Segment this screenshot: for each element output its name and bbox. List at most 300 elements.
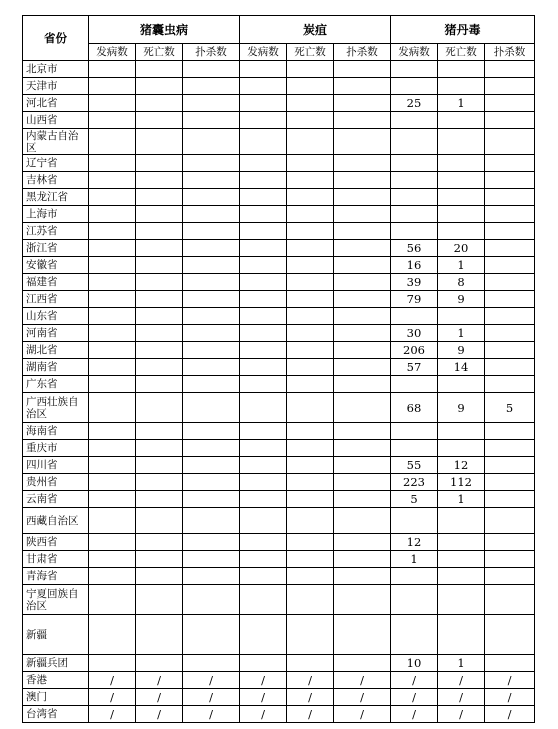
value-cell xyxy=(240,112,287,129)
value-cell xyxy=(136,78,183,95)
value-cell xyxy=(89,223,136,240)
value-cell: 16 xyxy=(391,257,438,274)
value-cell xyxy=(89,274,136,291)
sub-header-culled: 扑杀数 xyxy=(183,44,240,61)
value-cell xyxy=(136,325,183,342)
province-cell: 台湾省 xyxy=(23,706,89,723)
value-cell xyxy=(485,615,535,655)
value-cell xyxy=(334,474,391,491)
province-cell: 安徽省 xyxy=(23,257,89,274)
value-cell xyxy=(391,189,438,206)
value-cell xyxy=(438,189,485,206)
value-cell xyxy=(287,491,334,508)
value-cell xyxy=(287,155,334,172)
value-cell xyxy=(183,189,240,206)
value-cell: 25 xyxy=(391,95,438,112)
table-row xyxy=(23,474,535,491)
value-cell xyxy=(485,376,535,393)
value-cell xyxy=(240,240,287,257)
table-row xyxy=(23,257,535,274)
value-cell xyxy=(391,308,438,325)
value-cell xyxy=(183,291,240,308)
value-cell xyxy=(334,78,391,95)
province-cell: 青海省 xyxy=(23,568,89,585)
value-cell xyxy=(287,508,334,534)
table-row xyxy=(23,672,535,689)
province-cell: 黑龙江省 xyxy=(23,189,89,206)
value-cell: / xyxy=(287,689,334,706)
value-cell xyxy=(183,359,240,376)
table-row xyxy=(23,112,535,129)
value-cell xyxy=(136,95,183,112)
value-cell xyxy=(391,585,438,615)
value-cell xyxy=(240,61,287,78)
value-cell xyxy=(183,393,240,423)
value-cell: / xyxy=(391,689,438,706)
value-cell xyxy=(287,474,334,491)
table-row xyxy=(23,206,535,223)
value-cell xyxy=(438,508,485,534)
sub-header-deaths: 死亡数 xyxy=(287,44,334,61)
value-cell: / xyxy=(183,706,240,723)
value-cell xyxy=(183,172,240,189)
value-cell xyxy=(438,551,485,568)
value-cell xyxy=(438,172,485,189)
value-cell xyxy=(485,423,535,440)
value-cell xyxy=(240,423,287,440)
table-row xyxy=(23,376,535,393)
value-cell xyxy=(183,206,240,223)
value-cell xyxy=(287,223,334,240)
value-cell xyxy=(136,172,183,189)
value-cell xyxy=(391,423,438,440)
value-cell: 206 xyxy=(391,342,438,359)
value-cell xyxy=(391,508,438,534)
value-cell xyxy=(89,393,136,423)
table-row xyxy=(23,129,535,155)
value-cell: / xyxy=(334,689,391,706)
table-row xyxy=(23,240,535,257)
table-row xyxy=(23,78,535,95)
value-cell xyxy=(334,393,391,423)
value-cell: 223 xyxy=(391,474,438,491)
province-cell: 四川省 xyxy=(23,457,89,474)
value-cell xyxy=(183,61,240,78)
value-cell xyxy=(485,440,535,457)
value-cell: / xyxy=(287,706,334,723)
value-cell xyxy=(136,534,183,551)
value-cell xyxy=(89,257,136,274)
value-cell xyxy=(334,325,391,342)
value-cell: 30 xyxy=(391,325,438,342)
province-cell: 山西省 xyxy=(23,112,89,129)
value-cell xyxy=(485,274,535,291)
value-cell xyxy=(287,325,334,342)
value-cell xyxy=(240,585,287,615)
value-cell xyxy=(136,189,183,206)
table-row xyxy=(23,172,535,189)
value-cell xyxy=(183,440,240,457)
value-cell xyxy=(240,440,287,457)
value-cell: 5 xyxy=(485,393,535,423)
value-cell xyxy=(391,615,438,655)
value-cell xyxy=(183,78,240,95)
value-cell xyxy=(240,508,287,534)
value-cell xyxy=(183,376,240,393)
value-cell xyxy=(240,393,287,423)
value-cell xyxy=(438,129,485,155)
value-cell: 56 xyxy=(391,240,438,257)
value-cell xyxy=(287,615,334,655)
value-cell: 14 xyxy=(438,359,485,376)
table-row xyxy=(23,325,535,342)
value-cell xyxy=(438,308,485,325)
value-cell xyxy=(334,655,391,672)
province-cell: 浙江省 xyxy=(23,240,89,257)
value-cell xyxy=(136,223,183,240)
value-cell xyxy=(240,534,287,551)
value-cell: / xyxy=(183,689,240,706)
value-cell xyxy=(485,568,535,585)
value-cell: 5 xyxy=(391,491,438,508)
value-cell: / xyxy=(183,672,240,689)
value-cell xyxy=(334,206,391,223)
value-cell xyxy=(240,359,287,376)
value-cell xyxy=(287,172,334,189)
value-cell xyxy=(89,534,136,551)
value-cell xyxy=(485,551,535,568)
value-cell xyxy=(287,206,334,223)
value-cell xyxy=(240,223,287,240)
value-cell: / xyxy=(240,672,287,689)
table-row xyxy=(23,423,535,440)
value-cell xyxy=(287,376,334,393)
value-cell xyxy=(183,655,240,672)
value-cell xyxy=(183,112,240,129)
value-cell xyxy=(240,551,287,568)
value-cell: 1 xyxy=(438,95,485,112)
value-cell xyxy=(183,491,240,508)
value-cell xyxy=(287,585,334,615)
value-cell xyxy=(391,172,438,189)
table-row xyxy=(23,457,535,474)
value-cell xyxy=(240,129,287,155)
table-row xyxy=(23,585,535,615)
sub-header-cases: 发病数 xyxy=(240,44,287,61)
table-row xyxy=(23,568,535,585)
table-row xyxy=(23,551,535,568)
value-cell: 20 xyxy=(438,240,485,257)
value-cell: 79 xyxy=(391,291,438,308)
value-cell xyxy=(183,585,240,615)
table-row xyxy=(23,393,535,423)
value-cell xyxy=(334,61,391,78)
value-cell xyxy=(89,78,136,95)
province-cell: 宁夏回族自治区 xyxy=(23,585,89,615)
value-cell xyxy=(287,655,334,672)
value-cell xyxy=(485,78,535,95)
value-cell xyxy=(240,155,287,172)
value-cell xyxy=(136,440,183,457)
value-cell xyxy=(438,78,485,95)
value-cell xyxy=(136,457,183,474)
group-header-erysipelas: 猪丹毒 xyxy=(391,16,535,44)
province-cell: 新疆兵团 xyxy=(23,655,89,672)
value-cell xyxy=(136,423,183,440)
value-cell: / xyxy=(89,672,136,689)
table-row xyxy=(23,359,535,376)
value-cell: / xyxy=(391,672,438,689)
value-cell xyxy=(89,112,136,129)
value-cell xyxy=(89,189,136,206)
value-cell xyxy=(136,474,183,491)
province-cell: 山东省 xyxy=(23,308,89,325)
value-cell xyxy=(183,155,240,172)
value-cell xyxy=(136,206,183,223)
province-cell: 贵州省 xyxy=(23,474,89,491)
province-cell: 广西壮族自治区 xyxy=(23,393,89,423)
value-cell xyxy=(183,474,240,491)
table-row xyxy=(23,534,535,551)
table-row xyxy=(23,95,535,112)
value-cell xyxy=(240,206,287,223)
table-row xyxy=(23,223,535,240)
sub-header-deaths: 死亡数 xyxy=(438,44,485,61)
table-row xyxy=(23,655,535,672)
value-cell: / xyxy=(334,706,391,723)
table-row xyxy=(23,689,535,706)
value-cell xyxy=(240,189,287,206)
table-row xyxy=(23,291,535,308)
province-cell: 福建省 xyxy=(23,274,89,291)
province-cell: 河南省 xyxy=(23,325,89,342)
value-cell xyxy=(89,155,136,172)
value-cell xyxy=(89,457,136,474)
value-cell xyxy=(438,61,485,78)
value-cell xyxy=(136,359,183,376)
value-cell xyxy=(485,240,535,257)
province-cell: 江西省 xyxy=(23,291,89,308)
table-row xyxy=(23,491,535,508)
value-cell: 8 xyxy=(438,274,485,291)
value-cell xyxy=(136,112,183,129)
value-cell: / xyxy=(240,689,287,706)
value-cell: / xyxy=(391,706,438,723)
value-cell xyxy=(485,155,535,172)
value-cell xyxy=(89,359,136,376)
province-cell: 天津市 xyxy=(23,78,89,95)
value-cell xyxy=(183,257,240,274)
value-cell: / xyxy=(136,672,183,689)
value-cell xyxy=(438,206,485,223)
value-cell xyxy=(89,615,136,655)
value-cell xyxy=(334,155,391,172)
value-cell: 9 xyxy=(438,342,485,359)
value-cell xyxy=(287,240,334,257)
value-cell xyxy=(89,308,136,325)
value-cell xyxy=(334,491,391,508)
value-cell xyxy=(287,189,334,206)
value-cell: / xyxy=(89,689,136,706)
sub-header-culled: 扑杀数 xyxy=(334,44,391,61)
value-cell xyxy=(136,308,183,325)
table-row xyxy=(23,440,535,457)
table-row xyxy=(23,274,535,291)
value-cell xyxy=(287,308,334,325)
table-row xyxy=(23,61,535,78)
province-cell: 北京市 xyxy=(23,61,89,78)
value-cell xyxy=(183,508,240,534)
value-cell xyxy=(89,61,136,78)
value-cell xyxy=(334,291,391,308)
table-row xyxy=(23,615,535,655)
province-cell: 重庆市 xyxy=(23,440,89,457)
province-cell: 湖北省 xyxy=(23,342,89,359)
value-cell xyxy=(391,440,438,457)
value-cell xyxy=(287,568,334,585)
value-cell xyxy=(89,474,136,491)
value-cell xyxy=(136,376,183,393)
value-cell xyxy=(485,189,535,206)
value-cell xyxy=(136,508,183,534)
value-cell xyxy=(438,615,485,655)
value-cell: / xyxy=(89,706,136,723)
value-cell xyxy=(240,655,287,672)
value-cell xyxy=(334,172,391,189)
value-cell xyxy=(438,423,485,440)
value-cell xyxy=(287,342,334,359)
value-cell xyxy=(89,172,136,189)
value-cell xyxy=(240,491,287,508)
value-cell xyxy=(485,508,535,534)
value-cell xyxy=(485,491,535,508)
value-cell xyxy=(334,257,391,274)
value-cell xyxy=(287,534,334,551)
disease-statistics-table xyxy=(22,15,535,723)
value-cell: 9 xyxy=(438,393,485,423)
value-cell: / xyxy=(136,706,183,723)
value-cell xyxy=(89,95,136,112)
value-cell xyxy=(240,274,287,291)
value-cell xyxy=(485,223,535,240)
value-cell xyxy=(438,223,485,240)
value-cell xyxy=(334,342,391,359)
value-cell: / xyxy=(240,706,287,723)
table-row xyxy=(23,155,535,172)
value-cell xyxy=(485,585,535,615)
value-cell xyxy=(136,568,183,585)
value-cell xyxy=(485,655,535,672)
value-cell xyxy=(485,342,535,359)
value-cell xyxy=(485,474,535,491)
value-cell xyxy=(183,457,240,474)
province-cell: 海南省 xyxy=(23,423,89,440)
table-row xyxy=(23,508,535,534)
value-cell xyxy=(287,95,334,112)
value-cell xyxy=(136,342,183,359)
value-cell: 1 xyxy=(438,491,485,508)
province-header: 省份 xyxy=(23,16,89,61)
value-cell xyxy=(334,457,391,474)
value-cell xyxy=(391,78,438,95)
value-cell xyxy=(287,291,334,308)
sub-header-cases: 发病数 xyxy=(391,44,438,61)
value-cell xyxy=(391,112,438,129)
value-cell xyxy=(136,129,183,155)
province-cell: 云南省 xyxy=(23,491,89,508)
value-cell xyxy=(485,112,535,129)
value-cell xyxy=(287,457,334,474)
value-cell: 112 xyxy=(438,474,485,491)
value-cell: / xyxy=(485,706,535,723)
value-cell: / xyxy=(438,672,485,689)
value-cell: 1 xyxy=(438,325,485,342)
value-cell xyxy=(240,342,287,359)
value-cell xyxy=(485,206,535,223)
value-cell xyxy=(136,274,183,291)
province-cell: 江苏省 xyxy=(23,223,89,240)
value-cell xyxy=(183,551,240,568)
province-cell: 上海市 xyxy=(23,206,89,223)
province-cell: 河北省 xyxy=(23,95,89,112)
value-cell xyxy=(240,172,287,189)
value-cell xyxy=(287,393,334,423)
province-cell: 澳门 xyxy=(23,689,89,706)
province-cell: 新疆 xyxy=(23,615,89,655)
value-cell xyxy=(136,615,183,655)
value-cell xyxy=(485,61,535,78)
value-cell xyxy=(391,223,438,240)
value-cell xyxy=(485,172,535,189)
value-cell xyxy=(240,95,287,112)
value-cell xyxy=(485,359,535,376)
value-cell xyxy=(391,129,438,155)
value-cell xyxy=(287,78,334,95)
value-cell xyxy=(438,534,485,551)
value-cell xyxy=(183,240,240,257)
value-cell xyxy=(287,423,334,440)
value-cell xyxy=(136,61,183,78)
value-cell xyxy=(89,585,136,615)
value-cell: 39 xyxy=(391,274,438,291)
value-cell xyxy=(287,257,334,274)
value-cell: / xyxy=(438,706,485,723)
value-cell: 9 xyxy=(438,291,485,308)
value-cell xyxy=(391,155,438,172)
value-cell xyxy=(334,568,391,585)
value-cell: 1 xyxy=(438,655,485,672)
value-cell xyxy=(89,440,136,457)
value-cell: 68 xyxy=(391,393,438,423)
value-cell: / xyxy=(485,689,535,706)
value-cell xyxy=(334,534,391,551)
value-cell xyxy=(89,342,136,359)
value-cell xyxy=(485,257,535,274)
value-cell xyxy=(334,376,391,393)
value-cell: 10 xyxy=(391,655,438,672)
value-cell xyxy=(136,257,183,274)
value-cell xyxy=(438,155,485,172)
value-cell xyxy=(391,376,438,393)
value-cell xyxy=(240,568,287,585)
value-cell xyxy=(183,534,240,551)
value-cell xyxy=(89,568,136,585)
value-cell xyxy=(485,534,535,551)
table-row xyxy=(23,189,535,206)
value-cell xyxy=(287,274,334,291)
value-cell xyxy=(89,491,136,508)
value-cell xyxy=(89,206,136,223)
